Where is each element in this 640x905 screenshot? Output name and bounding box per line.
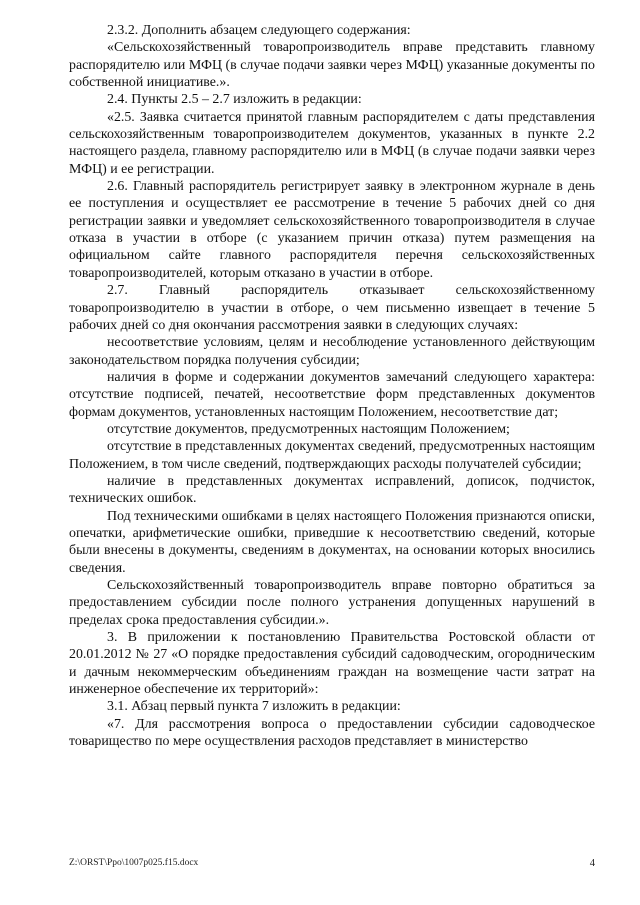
list-item-noncompliance: несоответствие условиям, целям и несоблюдение установленного действующим законодательством порядка получения субсидии; xyxy=(69,335,595,368)
paragraph-2-7: 2.7. Главный распорядитель отказывает сельскохозяйственному товаропроизводителю в участии в отборе, о чем письменно извещает в течение 5 рабочих дней со дня окончания рассмотрения заявки в следующих случаях: xyxy=(69,283,595,333)
paragraph-7-start: «7. Для рассмотрения вопроса о предоставлении субсидии садоводческое товарищество по мере осуществления расходов представляет в министерство xyxy=(69,716,595,750)
paragraph-2-6: 2.6. Главный распорядитель регистрирует заявку в электронном журнале в день ее поступления и осуществляет ее рассмотрение в течение 5 рабочих дней со дня регистрации заявки и уведомляет сельскохозяйственного товаропроизводителя в случае отказа в участии в отборе (с указанием причин отказа) путем размещения на официальном сайте главного распорядителя перечня сельскохозяйственных товаропроизводителей, которым отказано в участии в отборе. xyxy=(69,179,595,281)
paragraph-2-5: «2.5. Заявка считается принятой главным распорядителем с даты представления сельскохозяйственным товаропроизводителем документов, указанных в пункте 2.2 настоящего раздела, главному распорядителю или в МФЦ (в случае подачи заявки через МФЦ) и ее регистрации. xyxy=(69,109,595,177)
paragraph-technical-errors: Под техническими ошибками в целях настоящего Положения признаются описки, опечатки, арифметические ошибки, приведшие к несоответствию сведений, которые были внесены в документы, сведениям в документах, на основании которых вносились сведения. xyxy=(69,508,595,576)
list-item-form-remarks: наличия в форме и содержании документов замечаний следующего характера: отсутствие подписей, печатей, несоответствие форм представленных документов формам документов, установленных настоящим Положением, несоответствие дат; xyxy=(69,369,595,420)
page-number: 4 xyxy=(589,858,595,869)
paragraph-2-4: 2.4. Пункты 2.5 – 2.7 изложить в редакции: xyxy=(107,92,362,108)
list-item-corrections: наличие в представленных документах исправлений, дописок, подчисток, технических ошибок. xyxy=(69,473,595,507)
paragraph-3-1: 3.1. Абзац первый пункта 7 изложить в редакции: xyxy=(107,699,401,715)
paragraph-reapply: Сельскохозяйственный товаропроизводитель вправе повторно обратиться за предоставлением субсидии после полного устранения допущенных нарушений в пределах срока предоставления субсидии.». xyxy=(69,578,595,628)
list-item-missing-documents: отсутствие документов, предусмотренных настоящим Положением; xyxy=(107,421,510,437)
list-item-missing-info: отсутствие в представленных документах сведений, предусмотренных настоящим Положением, в том числе сведений, подтверждающих расходы получателей субсидии; xyxy=(69,439,595,472)
paragraph-2-3-2: 2.3.2. Дополнить абзацем следующего содержания: xyxy=(107,23,411,38)
file-path: Z:\ORST\Ppo\1007p025.f15.docx xyxy=(69,858,199,868)
paragraph-section-3: 3. В приложении к постановлению Правительства Ростовской области от 20.01.2012 № 27 «О порядке предоставления субсидий садоводческим, огородническим и дачным некоммерческим объединениям граждан на возмещение части затрат на инженерное обеспечение их территорий»: xyxy=(69,630,595,698)
document-body xyxy=(69,22,595,750)
paragraph-quote-own-initiative: «Сельскохозяйственный товаропроизводитель вправе представить главному распорядителю или МФЦ (в случае подачи заявки через МФЦ) указанные документы по собственной инициативе.». xyxy=(69,40,595,91)
